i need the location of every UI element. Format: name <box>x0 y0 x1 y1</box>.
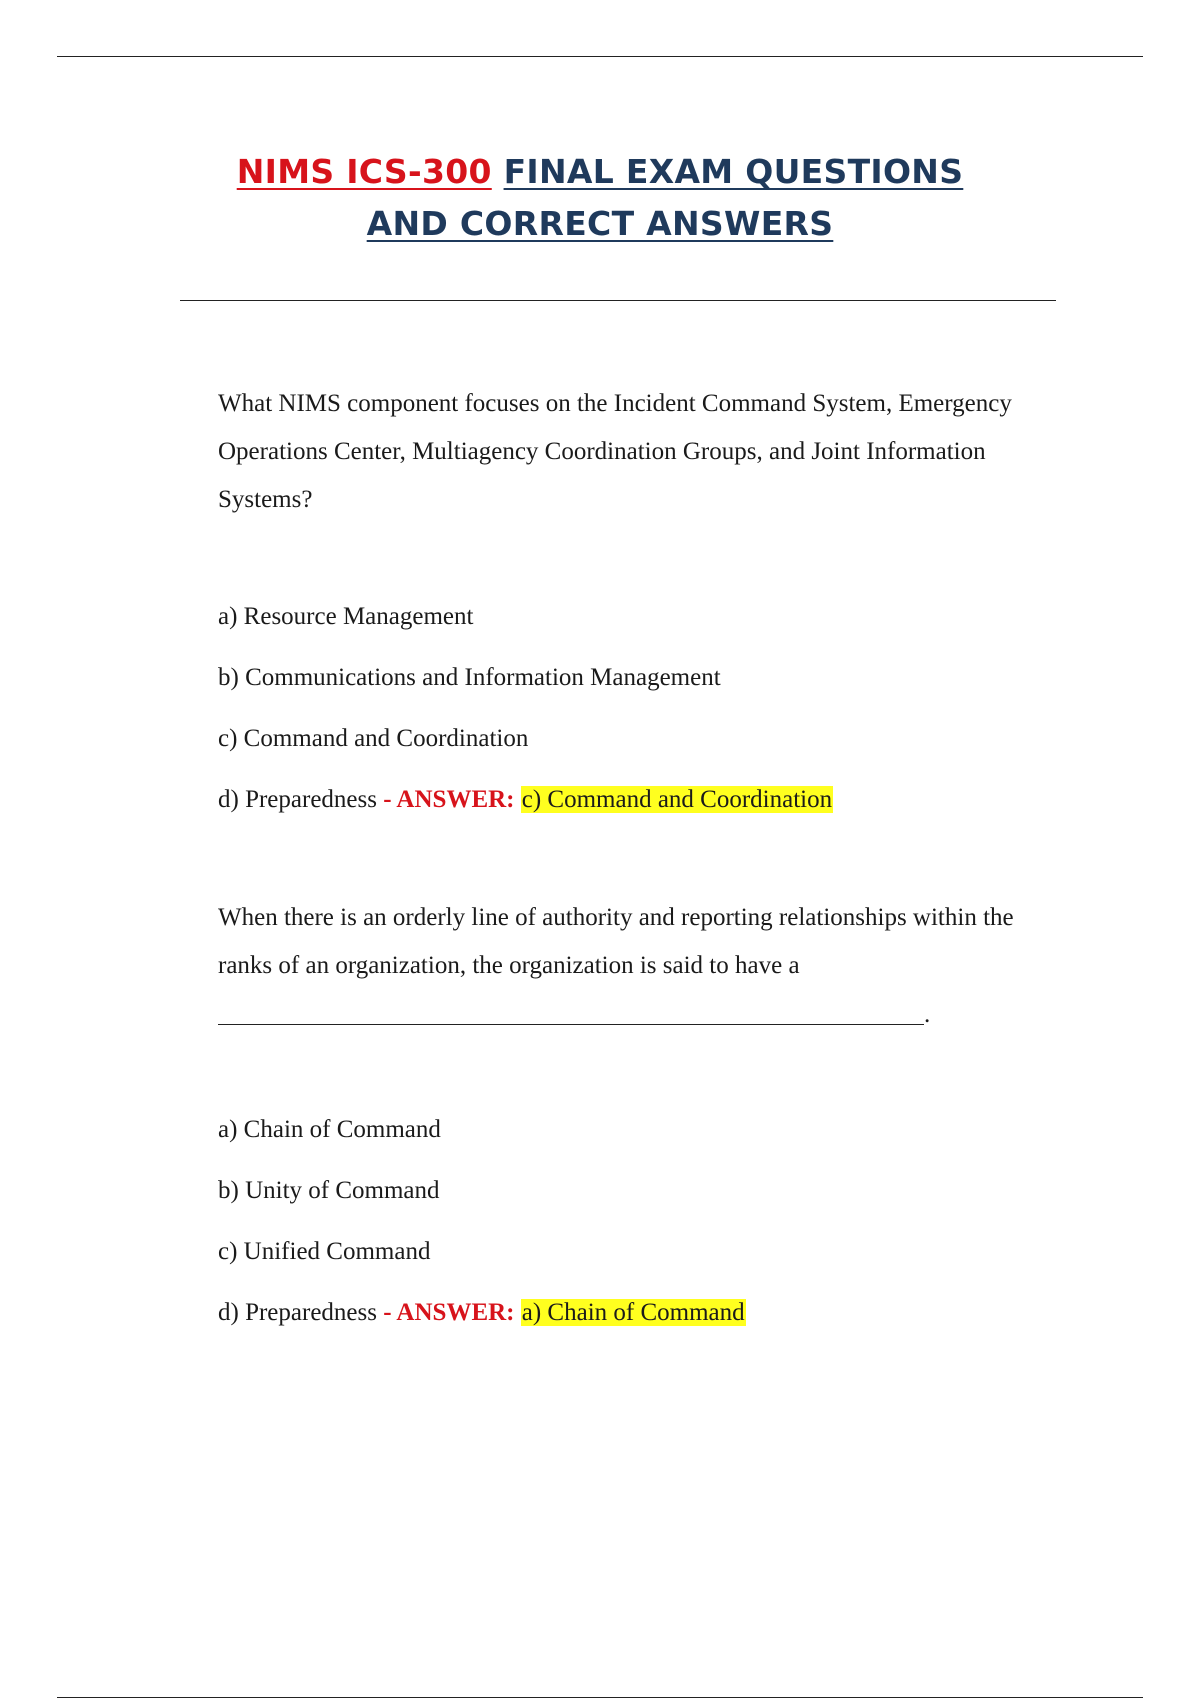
question-2-option-b: b) Unity of Command <box>218 1177 440 1204</box>
question-1-option-b: b) Communications and Information Management <box>218 664 721 691</box>
question-2-option-a: a) Chain of Command <box>218 1116 441 1143</box>
page-bottom-rule <box>57 1697 1143 1698</box>
question-1-option-a: a) Resource Management <box>218 603 474 630</box>
title-heading-line2: AND CORRECT ANSWERS <box>366 204 834 243</box>
question-1-option-d-with-answer <box>218 783 833 817</box>
title-divider <box>180 300 1056 301</box>
question-2-option-d: d) Preparedness <box>218 1299 377 1326</box>
question-2-blank <box>218 1024 924 1025</box>
question-2-option-c: c) Unified Command <box>218 1238 431 1265</box>
title-course-code: NIMS ICS-300 <box>236 152 492 191</box>
document-title <box>150 146 1050 250</box>
question-1-option-d: d) Preparedness <box>218 786 377 813</box>
question-2-answer: a) Chain of Command <box>521 1299 745 1326</box>
question-2-blank-end: . <box>924 1001 931 1028</box>
question-1-option-c: c) Command and Coordination <box>218 725 529 752</box>
question-2-option-d-with-answer <box>218 1296 746 1330</box>
title-heading-line1: FINAL EXAM QUESTIONS <box>503 152 964 191</box>
question-2-text: When there is an orderly line of authority and reporting relationships within the ranks of an organization, the organization is said to have a <box>218 904 1014 979</box>
question-2-answer-label: - ANSWER: <box>383 1299 515 1326</box>
page-top-rule <box>57 56 1143 57</box>
question-1-answer-label: - ANSWER: <box>383 786 515 813</box>
question-1-answer: c) Command and Coordination <box>521 786 833 813</box>
question-1-text: What NIMS component focuses on the Incident Command System, Emergency Operations Center, Multiagency Coordination Groups, and Joint Information Systems? <box>218 390 1012 513</box>
